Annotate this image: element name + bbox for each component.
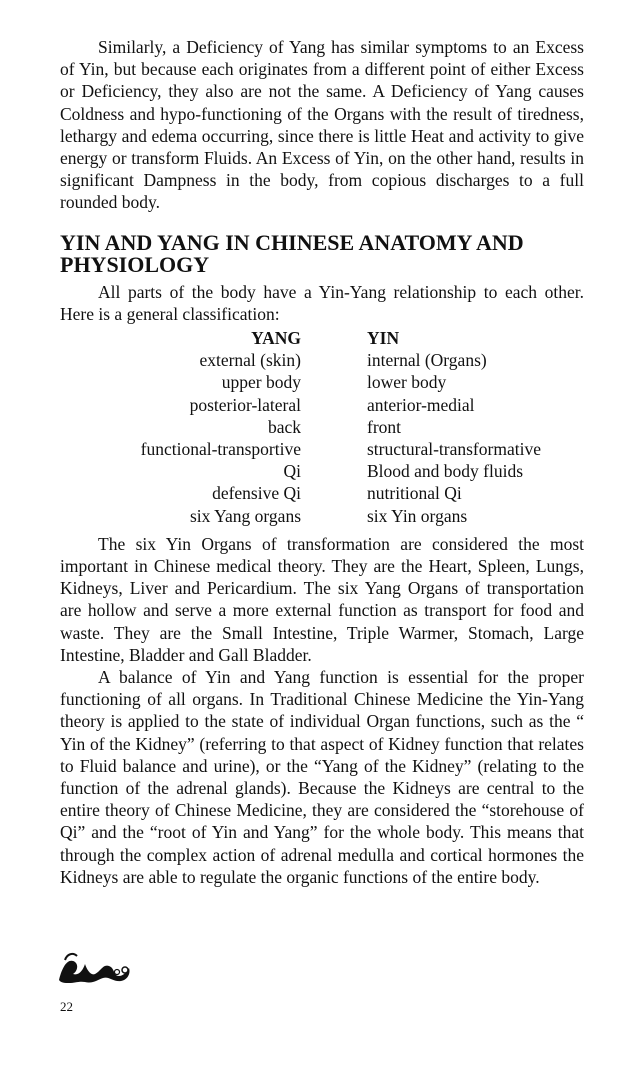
table-row bbox=[60, 394, 584, 416]
yang-cell: posterior-lateral bbox=[189, 394, 301, 415]
yang-cell: upper body bbox=[221, 372, 301, 393]
paragraph-4: A balance of Yin and Yang function is essential for the proper functioning of all organs. In Traditional Chinese Medicine the Yin-Yang theory is applied to the state of individual Organ functions, such as the “ Yin of the Kidney” (referring to that aspect of Kidney function that relates to Fluid balance and urine), or the “Yang of the Kidney” (relating to the function of the adrenal glands). Because the Kidneys are central to the entire theory of Chinese Medicine, they are considered the “storehouse of Qi” and the “root of Yin and Yang” for the whole body. This means that through the complex action of adrenal medulla and cortical hormones the Kidneys are able to regulate the organic functions of the entire body. bbox=[60, 666, 584, 887]
yang-cell: Qi bbox=[283, 461, 301, 482]
yang-cell: back bbox=[267, 416, 301, 437]
page-number: 22 bbox=[60, 999, 73, 1014]
yin-cell: front bbox=[367, 416, 402, 437]
yang-cell: functional-transportive bbox=[140, 438, 301, 459]
yin-cell: Blood and body fluids bbox=[367, 461, 524, 482]
table-row bbox=[60, 482, 584, 504]
table-header-row bbox=[60, 327, 584, 349]
yin-cell: nutritional Qi bbox=[367, 483, 462, 504]
yin-cell: structural-transformative bbox=[367, 438, 541, 459]
yang-cell: six Yang organs bbox=[189, 505, 301, 526]
table-row bbox=[60, 349, 584, 371]
table-row bbox=[60, 438, 584, 460]
section-heading: YIN AND YANG IN CHINESE ANATOMY AND PHYSIOLOGY bbox=[60, 229, 524, 278]
yin-cell: lower body bbox=[367, 372, 447, 393]
yang-header: YANG bbox=[251, 328, 301, 349]
yin-yang-table bbox=[60, 327, 584, 527]
yin-cell: anterior-medial bbox=[367, 394, 475, 415]
yin-header: YIN bbox=[367, 328, 400, 349]
table-row bbox=[60, 416, 584, 438]
paragraph-1: Similarly, a Deficiency of Yang has similar symptoms to an Excess of Yin, but because each originates from a different point of either Excess or Deficiency, they also are not the same. A Deficiency of Yang causes Coldness and hypo-functioning of the Organs with the result of tiredness, lethargy and edema occurring, since there is little Heat and activity to give energy or transform Fluids. An Excess of Yin, on the other hand, results in significant Dampness in the body, from copious discharges to a full rounded body. bbox=[60, 37, 584, 213]
dragon-ornament-icon bbox=[55, 950, 135, 990]
yang-cell: defensive Qi bbox=[212, 483, 301, 504]
yin-cell: internal (Organs) bbox=[367, 350, 487, 371]
yang-cell: external (skin) bbox=[199, 350, 301, 371]
table-row bbox=[60, 505, 584, 527]
paragraph-2: All parts of the body have a Yin-Yang relationship to each other. Here is a general classification: bbox=[60, 281, 584, 324]
page-content bbox=[60, 36, 584, 888]
table-row bbox=[60, 371, 584, 393]
table-row bbox=[60, 460, 584, 482]
paragraph-3: The six Yin Organs of transformation are considered the most important in Chinese medical theory. They are the Heart, Spleen, Lungs, Kidneys, Liver and Pericardium. The six Yang Organs of transportation are hollow and serve a more external function as transport for food and waste. They are the Small Intestine, Triple Warmer, Stomach, Large Intestine, Bladder and Gall Bladder. bbox=[60, 533, 584, 665]
yin-cell: six Yin organs bbox=[367, 505, 468, 526]
